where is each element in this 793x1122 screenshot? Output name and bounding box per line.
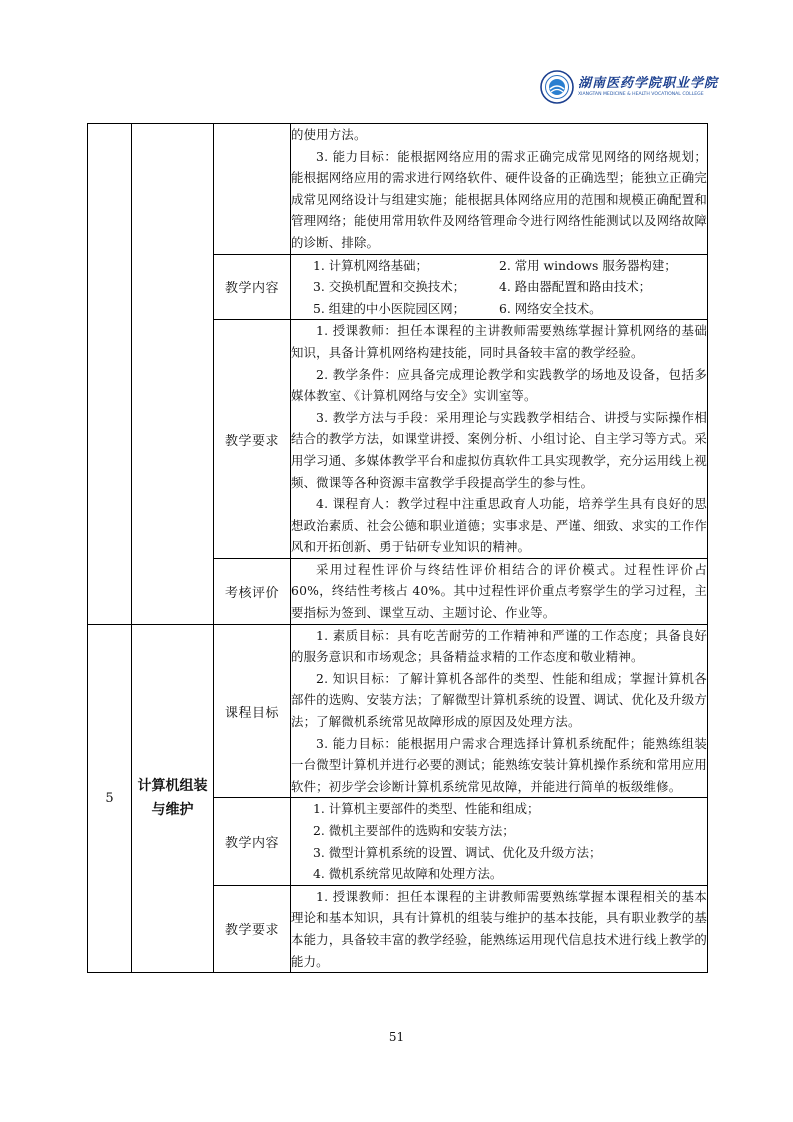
- paragraph: 采用过程性评价与终结性评价相结合的评价模式。过程性评价占 60%，终结性考核占 40%。其中过程性评价重点考察学生的学习过程，主要指标为签到、课堂互动、主题讨论、作业等。: [291, 561, 707, 621]
- row-label: [214, 124, 291, 255]
- row-content: [291, 798, 708, 885]
- row-label: 教学要求: [214, 320, 291, 559]
- paragraph: 1. 授课教师：担任本课程的主讲教师需要熟练掌握计算机网络的基础知识，具备计算机网络构建技能，同时具备较丰富的教学经验。: [291, 323, 707, 360]
- paragraph: 2. 知识目标：了解计算机各部件的类型、性能和组成；掌握计算机各部件的选购、安装方法；了解微型计算机系统的设置、调试、优化及升级方法；了解微机系统常见故障形成的原因及处理方法。: [291, 670, 707, 730]
- list-item: 3. 微型计算机系统的设置、调试、优化及升级方法；: [313, 844, 602, 860]
- page-number: 51: [388, 1030, 405, 1044]
- course-table: [87, 123, 708, 973]
- row-label: 教学内容: [214, 798, 291, 885]
- school-emblem-icon: [540, 70, 574, 104]
- list-item: 4. 微机系统常见故障和处理方法。: [313, 866, 503, 882]
- course-name: [132, 124, 214, 625]
- row-content: [291, 558, 708, 624]
- row-content: [291, 254, 708, 320]
- paragraph: 2. 教学条件：应具备完成理论教学和实践教学的场地及设备，包括多媒体教室、《计算机网络与安全》实训室等。: [291, 366, 707, 404]
- paragraph: 3. 能力目标：能根据网络应用的需求正确完成常见网络的网络规划；能根据网络应用的需求进行网络软件、硬件设备的正确选型；能独立正确完成常见网络设计与组建实施；能根据具体网络应用的范围和规模正确配置和管理网络；能使用常用软件及网络管理命令进行网络性能测试以及网络故障的诊断、排除。: [291, 148, 707, 250]
- list-item: 6. 网络安全技术。: [499, 300, 602, 316]
- paragraph: 3. 能力目标：能根据用户需求合理选择计算机系统配件；能熟练组装一台微型计算机并进行必要的测试；能熟练安装计算机操作系统和常用应用软件；初步学会诊断计算机系统常见故障，并能进行简单的板级维修。: [291, 735, 707, 794]
- list-item: 2. 常用 windows 服务器构建；: [499, 257, 677, 273]
- paragraph: 3. 教学方法与手段：采用理论与实践教学相结合、讲授与实际操作相结合的教学方法，如课堂讲授、案例分析、小组讨论、自主学习等方式。采用学习通、多媒体教学平台和虚拟仿真软件工具实现教学，充分运用线上视频、微课等各种资源丰富教学手段提高学生的参与性。: [291, 409, 707, 490]
- school-name: 湖南医药学院职业学院: [578, 76, 719, 91]
- school-english-name: XIANGTAN MEDICINE & HEALTH VOCATIONAL COLLEGE: [578, 92, 704, 97]
- list-item: 3. 交换机配置和交换技术；: [313, 279, 466, 295]
- paragraph: 的使用方法。: [291, 127, 367, 142]
- row-content: [291, 124, 708, 255]
- row-content: [291, 624, 708, 798]
- table-row: [88, 124, 708, 255]
- row-label: 教学内容: [214, 254, 291, 320]
- paragraph: 4. 课程育人：教学过程中注重思政育人功能，培养学生具有良好的思想政治素质、社会公德和职业道德；实事求是、严谨、细致、求实的工作作风和开拓创新、勇于钻研专业知识的精神。: [291, 496, 707, 555]
- row-content: [291, 885, 708, 972]
- course-number: 5: [88, 624, 132, 973]
- content-list: [291, 255, 707, 320]
- list-item: 1. 计算机主要部件的类型、性能和组成；: [313, 801, 540, 817]
- row-label: 考核评价: [214, 558, 291, 624]
- course-number: [88, 124, 132, 625]
- list-item: 5. 组建的中小医院园区网；: [313, 300, 466, 316]
- list-item: 4. 路由器配置和路由技术；: [499, 279, 652, 295]
- list-item: 2. 微机主要部件的选购和安装方法；: [313, 823, 515, 838]
- list-item: 1. 计算机网络基础；: [313, 257, 428, 273]
- row-label: 课程目标: [214, 624, 291, 798]
- row-content: [291, 320, 708, 559]
- course-name: 计算机组装与维护: [132, 624, 214, 973]
- row-label: 教学要求: [214, 885, 291, 972]
- paragraph: 1. 素质目标：具有吃苦耐劳的工作精神和严谨的工作态度；具备良好的服务意识和市场观念；具备精益求精的工作态度和敬业精神。: [291, 627, 707, 665]
- school-logo: [540, 70, 719, 106]
- paragraph: 1. 授课教师：担任本课程的主讲教师需要熟练掌握本课程相关的基本理论和基本知识，具有计算机的组装与维护的基本技能，具有职业教学的基本能力，具备较丰富的教学经验，能熟练运用现代信息技术进行线上教学的能力。: [291, 888, 707, 969]
- table-row: [88, 624, 708, 798]
